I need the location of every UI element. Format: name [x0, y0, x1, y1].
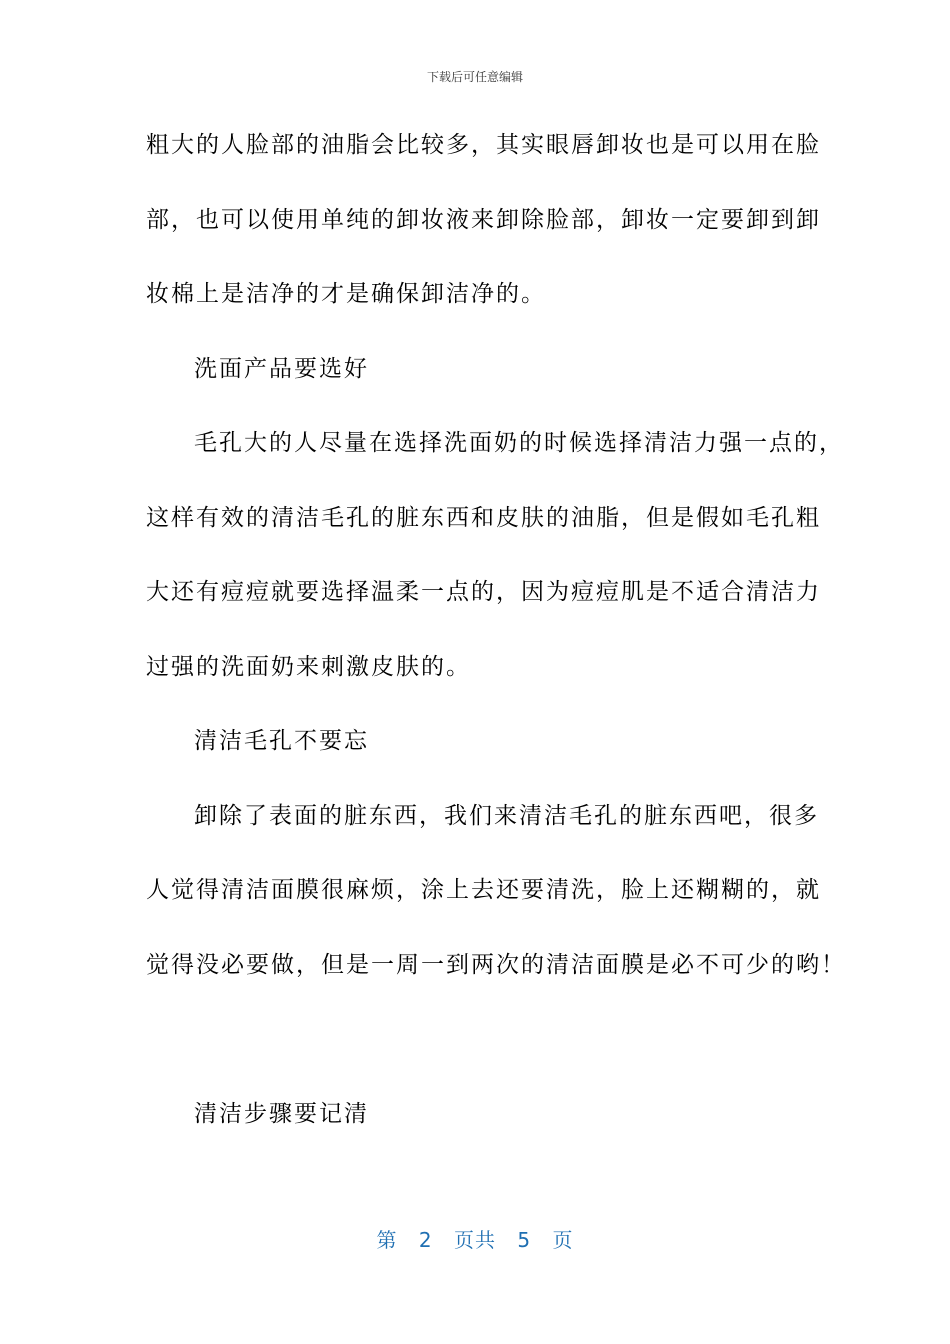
paragraph-line: 卸除了表面的脏东西，我们来清洁毛孔的脏东西吧，很多	[194, 802, 819, 829]
section-heading: 洗面产品要选好	[194, 355, 369, 382]
paragraph-line: 人觉得清洁面膜很麻烦，涂上去还要清洗，脸上还糊糊的，就	[146, 877, 821, 903]
document-body	[146, 118, 846, 1161]
page-footer	[0, 1224, 950, 1253]
paragraph-line: 大还有痘痘就要选择温柔一点的，因为痘痘肌是不适合清洁力	[146, 579, 821, 605]
section-heading: 清洁步骤要记清	[194, 1100, 369, 1127]
paragraph-line: 妆棉上是洁净的才是确保卸洁净的。	[146, 281, 546, 307]
paragraph-line: 粗大的人脸部的油脂会比较多，其实眼唇卸妆也是可以用在脸	[146, 132, 821, 158]
current-page-number: 2	[418, 1228, 433, 1252]
blank-line	[146, 1012, 806, 1087]
paragraph-line: 这样有效的清洁毛孔的脏东西和皮肤的油脂，但是假如毛孔粗	[146, 504, 821, 531]
footer-prefix: 第	[376, 1228, 398, 1252]
section-heading: 清洁毛孔不要忘	[194, 728, 369, 754]
paragraph-line: 毛孔大的人尽量在选择洗面奶的时候选择清洁力强一点的，	[194, 430, 844, 456]
paragraph-line: 觉得没必要做，但是一周一到两次的清洁面膜是必不可少的哟！	[146, 951, 846, 978]
footer-suffix: 页	[552, 1228, 574, 1252]
paragraph-line: 过强的洗面奶来刺激皮肤的。	[146, 653, 471, 680]
footer-middle: 页共	[454, 1228, 496, 1252]
total-pages-number: 5	[517, 1228, 532, 1252]
paragraph-line: 部，也可以使用单纯的卸妆液来卸除脸部，卸妆一定要卸到卸	[146, 206, 821, 233]
page-header: 下载后可任意编辑	[426, 70, 523, 84]
